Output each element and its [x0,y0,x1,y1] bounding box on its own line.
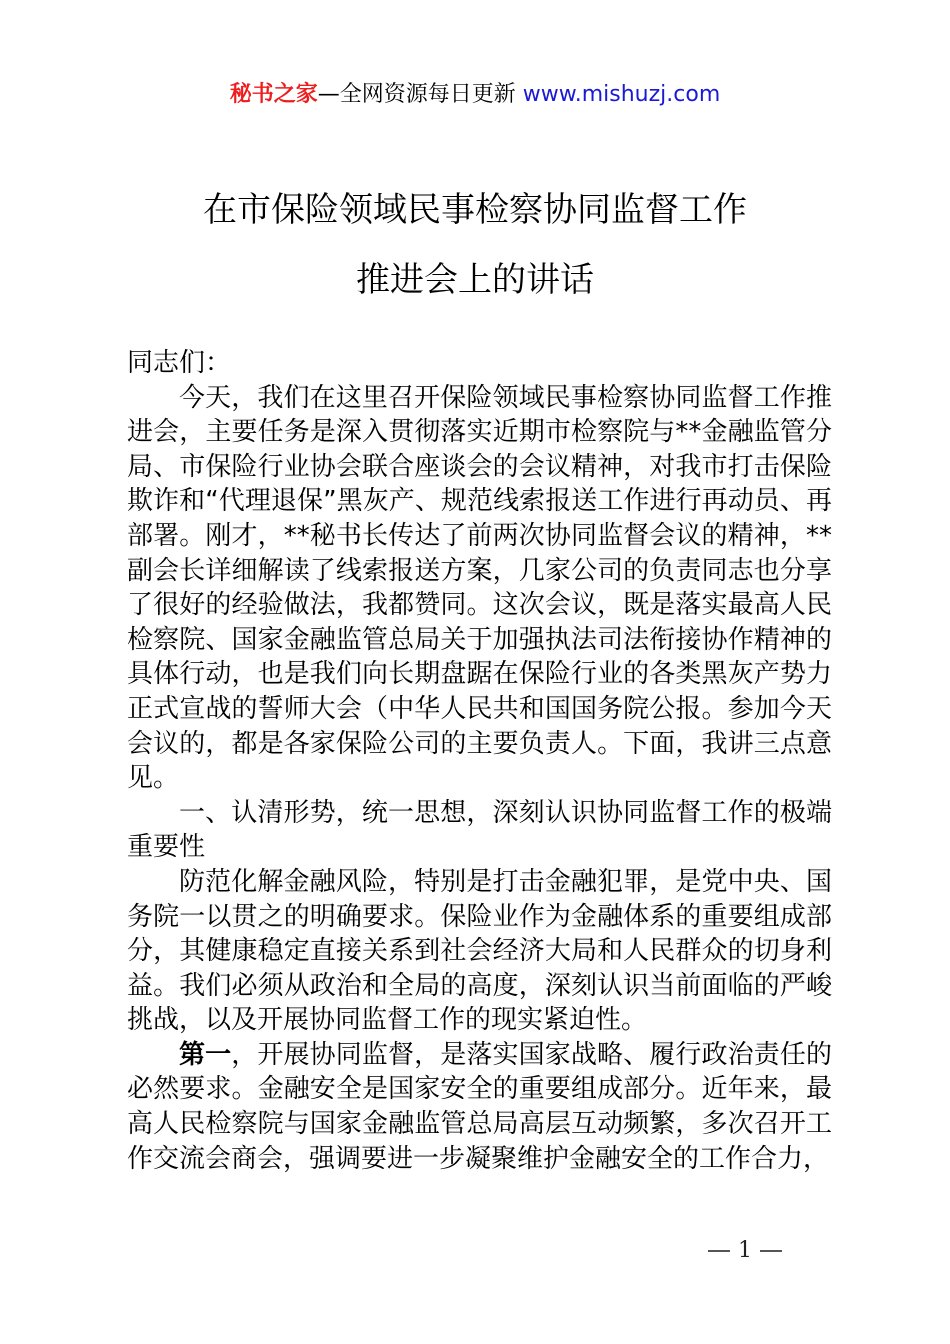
point-1-text: ，开展协同监督，是落实国家战略、履行政治责任的必然要求。金融安全是国家安全的重要组成部分。近年来，最高人民检察院与国家金融监管总局高层互动频繁，多次召开工作交流会商会，强调要进一步凝聚维护金融安全的工作合力， [127,1039,832,1174]
site-brand: 秘书之家 [229,82,318,107]
site-banner [0,80,950,110]
section-heading-1: 一、认清形势，统一思想，深刻认识协同监督工作的极端重要性 [127,797,832,863]
document-body [127,346,832,1176]
page-number-right-dash [760,1250,782,1252]
document-title-line-1: 在市保险领域民事检察协同监督工作 [203,190,747,230]
site-url-link[interactable]: www.mishuzj.com [522,82,721,107]
paragraph-point-1 [127,1038,832,1176]
point-1-lead: 第一 [179,1039,232,1070]
page-number [700,1238,790,1264]
page-number-value: 1 [738,1238,752,1263]
site-tagline: —全网资源每日更新 [317,82,523,107]
page-number-left-dash [708,1250,730,1252]
paragraph-intro: 今天，我们在这里召开保险领域民事检察协同监督工作推进会，主要任务是深入贯彻落实近期市检察院与**金融监管分局、市保险行业协会联合座谈会的会议精神，对我市打击保险欺诈和“代理退保”黑灰产、规范线索报送工作进行再动员、再部署。刚才，**秘书长传达了前两次协同监督会议的精神，**副会长详细解读了线索报送方案，几家公司的负责同志也分享了很好的经验做法，我都赞同。这次会议，既是落实最高人民检察院、国家金融监管总局关于加强执法司法衔接协作精神的具体行动，也是我们向长期盘踞在保险行业的各类黑灰产势力正式宣战的誓师大会（中华人民共和国国务院公报。参加今天会议的，都是各家保险公司的主要负责人。下面，我讲三点意见。 [127,382,832,794]
paragraph-section1-intro: 防范化解金融风险，特别是打击金融犯罪，是党中央、国务院一以贯之的明确要求。保险业作为金融体系的重要组成部分，其健康稳定直接关系到社会经济大局和人民群众的切身利益。我们必须从政治和全局的高度，深刻认识当前面临的严峻挑战，以及开展协同监督工作的现实紧迫性。 [127,866,832,1036]
document-title-line-2: 推进会上的讲话 [356,260,594,300]
salutation: 同志们： [127,348,232,378]
